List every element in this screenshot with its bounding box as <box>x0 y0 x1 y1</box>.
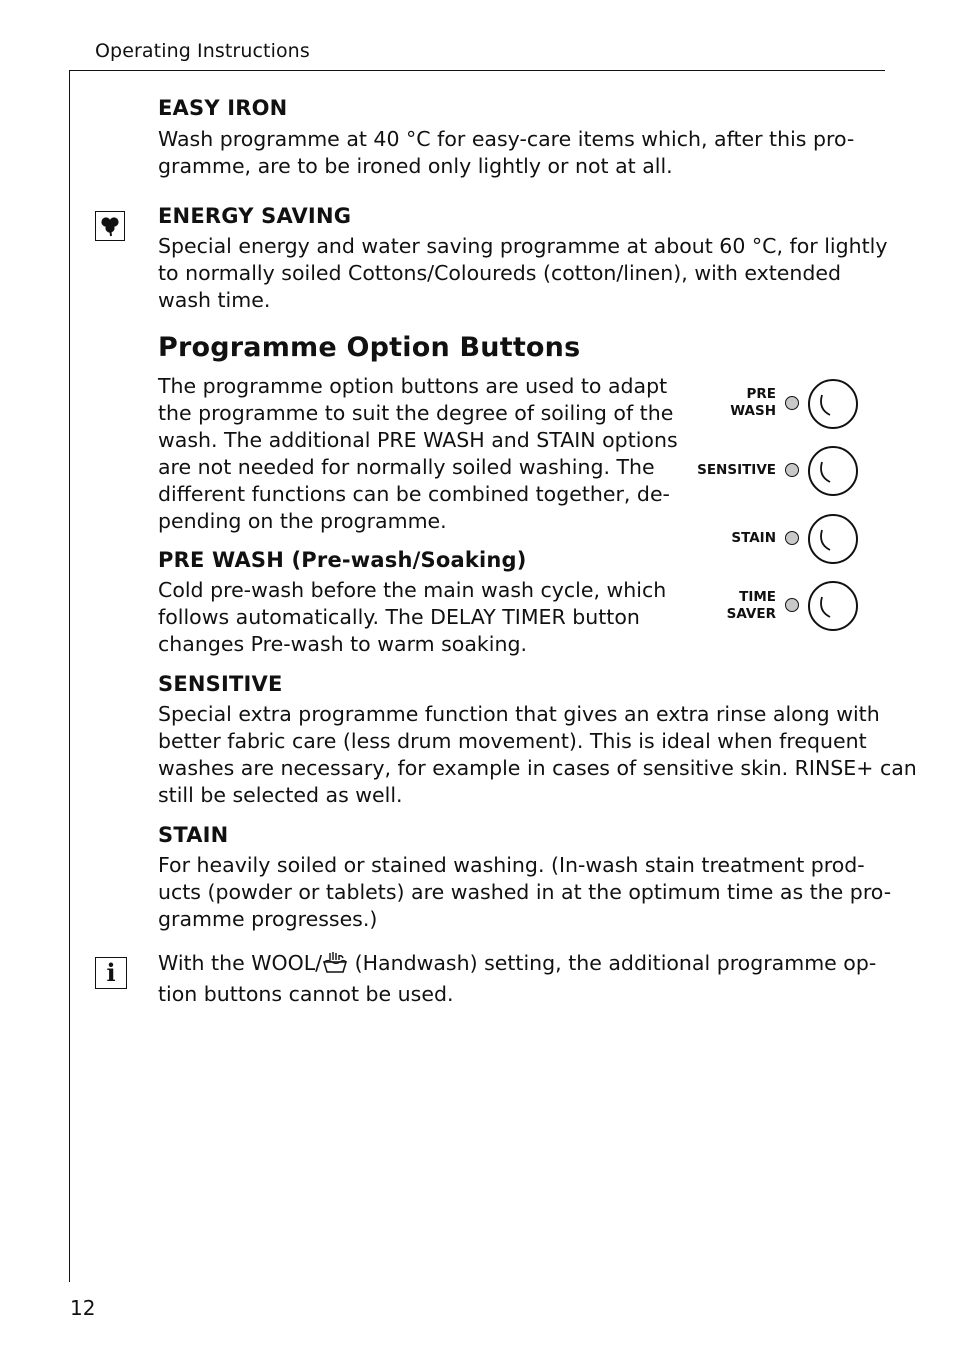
info-note-text <box>158 950 876 1008</box>
stain-title: STAIN <box>158 823 229 847</box>
easy-iron-title: EASY IRON <box>158 96 288 120</box>
handwash-icon <box>322 950 348 981</box>
text-line: gramme, are to be ironed only lightly or not at all. <box>158 154 673 178</box>
text-line: The programme option buttons are used to adapt <box>158 374 668 398</box>
text-line: With the WOOL/ (Handwash) setting, the additional programme op- <box>158 950 876 981</box>
panel-label-stain: STAIN <box>731 530 776 546</box>
sensitive-text <box>158 701 917 809</box>
text-line: better fabric care (less drum movement). This is ideal when frequent <box>158 729 867 753</box>
panel-label-sensitive: SENSITIVE <box>697 462 776 478</box>
stain-text <box>158 852 891 933</box>
margin-rule <box>69 70 70 1282</box>
text-line: still be selected as well. <box>158 783 403 807</box>
options-intro <box>158 373 678 535</box>
energy-saving-text <box>158 233 887 314</box>
text-line: are not needed for normally soiled washing. The <box>158 455 655 479</box>
prewash-indicator-light <box>785 396 799 410</box>
page-number: 12 <box>70 1296 96 1320</box>
time-saver-button[interactable] <box>808 581 858 631</box>
text-line: different functions can be combined together, de- <box>158 482 670 506</box>
sensitive-button[interactable] <box>808 446 858 496</box>
text-line: ucts (powder or tablets) are washed in at the optimum time as the pro- <box>158 880 892 904</box>
text-line: washes are necessary, for example in cases of sensitive skin. RINSE+ can <box>158 756 917 780</box>
text-line: the programme to suit the degree of soiling of the <box>158 401 674 425</box>
section-heading: Programme Option Buttons <box>158 332 581 363</box>
text-line: to normally soiled Cottons/Coloureds (cotton/linen), with extended <box>158 261 841 285</box>
easy-iron-text <box>158 126 854 180</box>
text-line: wash time. <box>158 288 271 312</box>
text-line: changes Pre-wash to warm soaking. <box>158 632 527 656</box>
text-line: pending on the programme. <box>158 509 447 533</box>
sensitive-indicator-light <box>785 463 799 477</box>
text-line: Wash programme at 40 °C for easy-care items which, after this pro- <box>158 127 855 151</box>
text-line: gramme progresses.) <box>158 907 378 931</box>
prewash-button[interactable] <box>808 379 858 429</box>
prewash-title: PRE WASH (Pre-wash/Soaking) <box>158 548 527 572</box>
sensitive-title: SENSITIVE <box>158 672 283 696</box>
text-line: tion buttons cannot be used. <box>158 982 454 1006</box>
panel-label-time-saver: TIME SAVER <box>726 589 776 622</box>
text-line: For heavily soiled or stained washing. (In-wash stain treatment prod- <box>158 853 865 877</box>
time-saver-indicator-light <box>785 598 799 612</box>
text-line: Special extra programme function that gives an extra rinse along with <box>158 702 880 726</box>
clover-icon <box>95 211 125 241</box>
text-line: Cold pre-wash before the main wash cycle, which <box>158 578 667 602</box>
stain-button[interactable] <box>808 514 858 564</box>
text-line: Special energy and water saving programme at about 60 °C, for lightly <box>158 234 888 258</box>
header-rule <box>69 70 885 71</box>
running-header: Operating Instructions <box>95 40 310 62</box>
panel-label-prewash: PRE WASH <box>730 386 776 419</box>
text-line: follows automatically. The DELAY TIMER button <box>158 605 640 629</box>
energy-saving-title: ENERGY SAVING <box>158 204 352 228</box>
text-line: wash. The additional PRE WASH and STAIN options <box>158 428 678 452</box>
prewash-text <box>158 577 666 658</box>
info-icon: i <box>95 957 127 989</box>
stain-indicator-light <box>785 531 799 545</box>
